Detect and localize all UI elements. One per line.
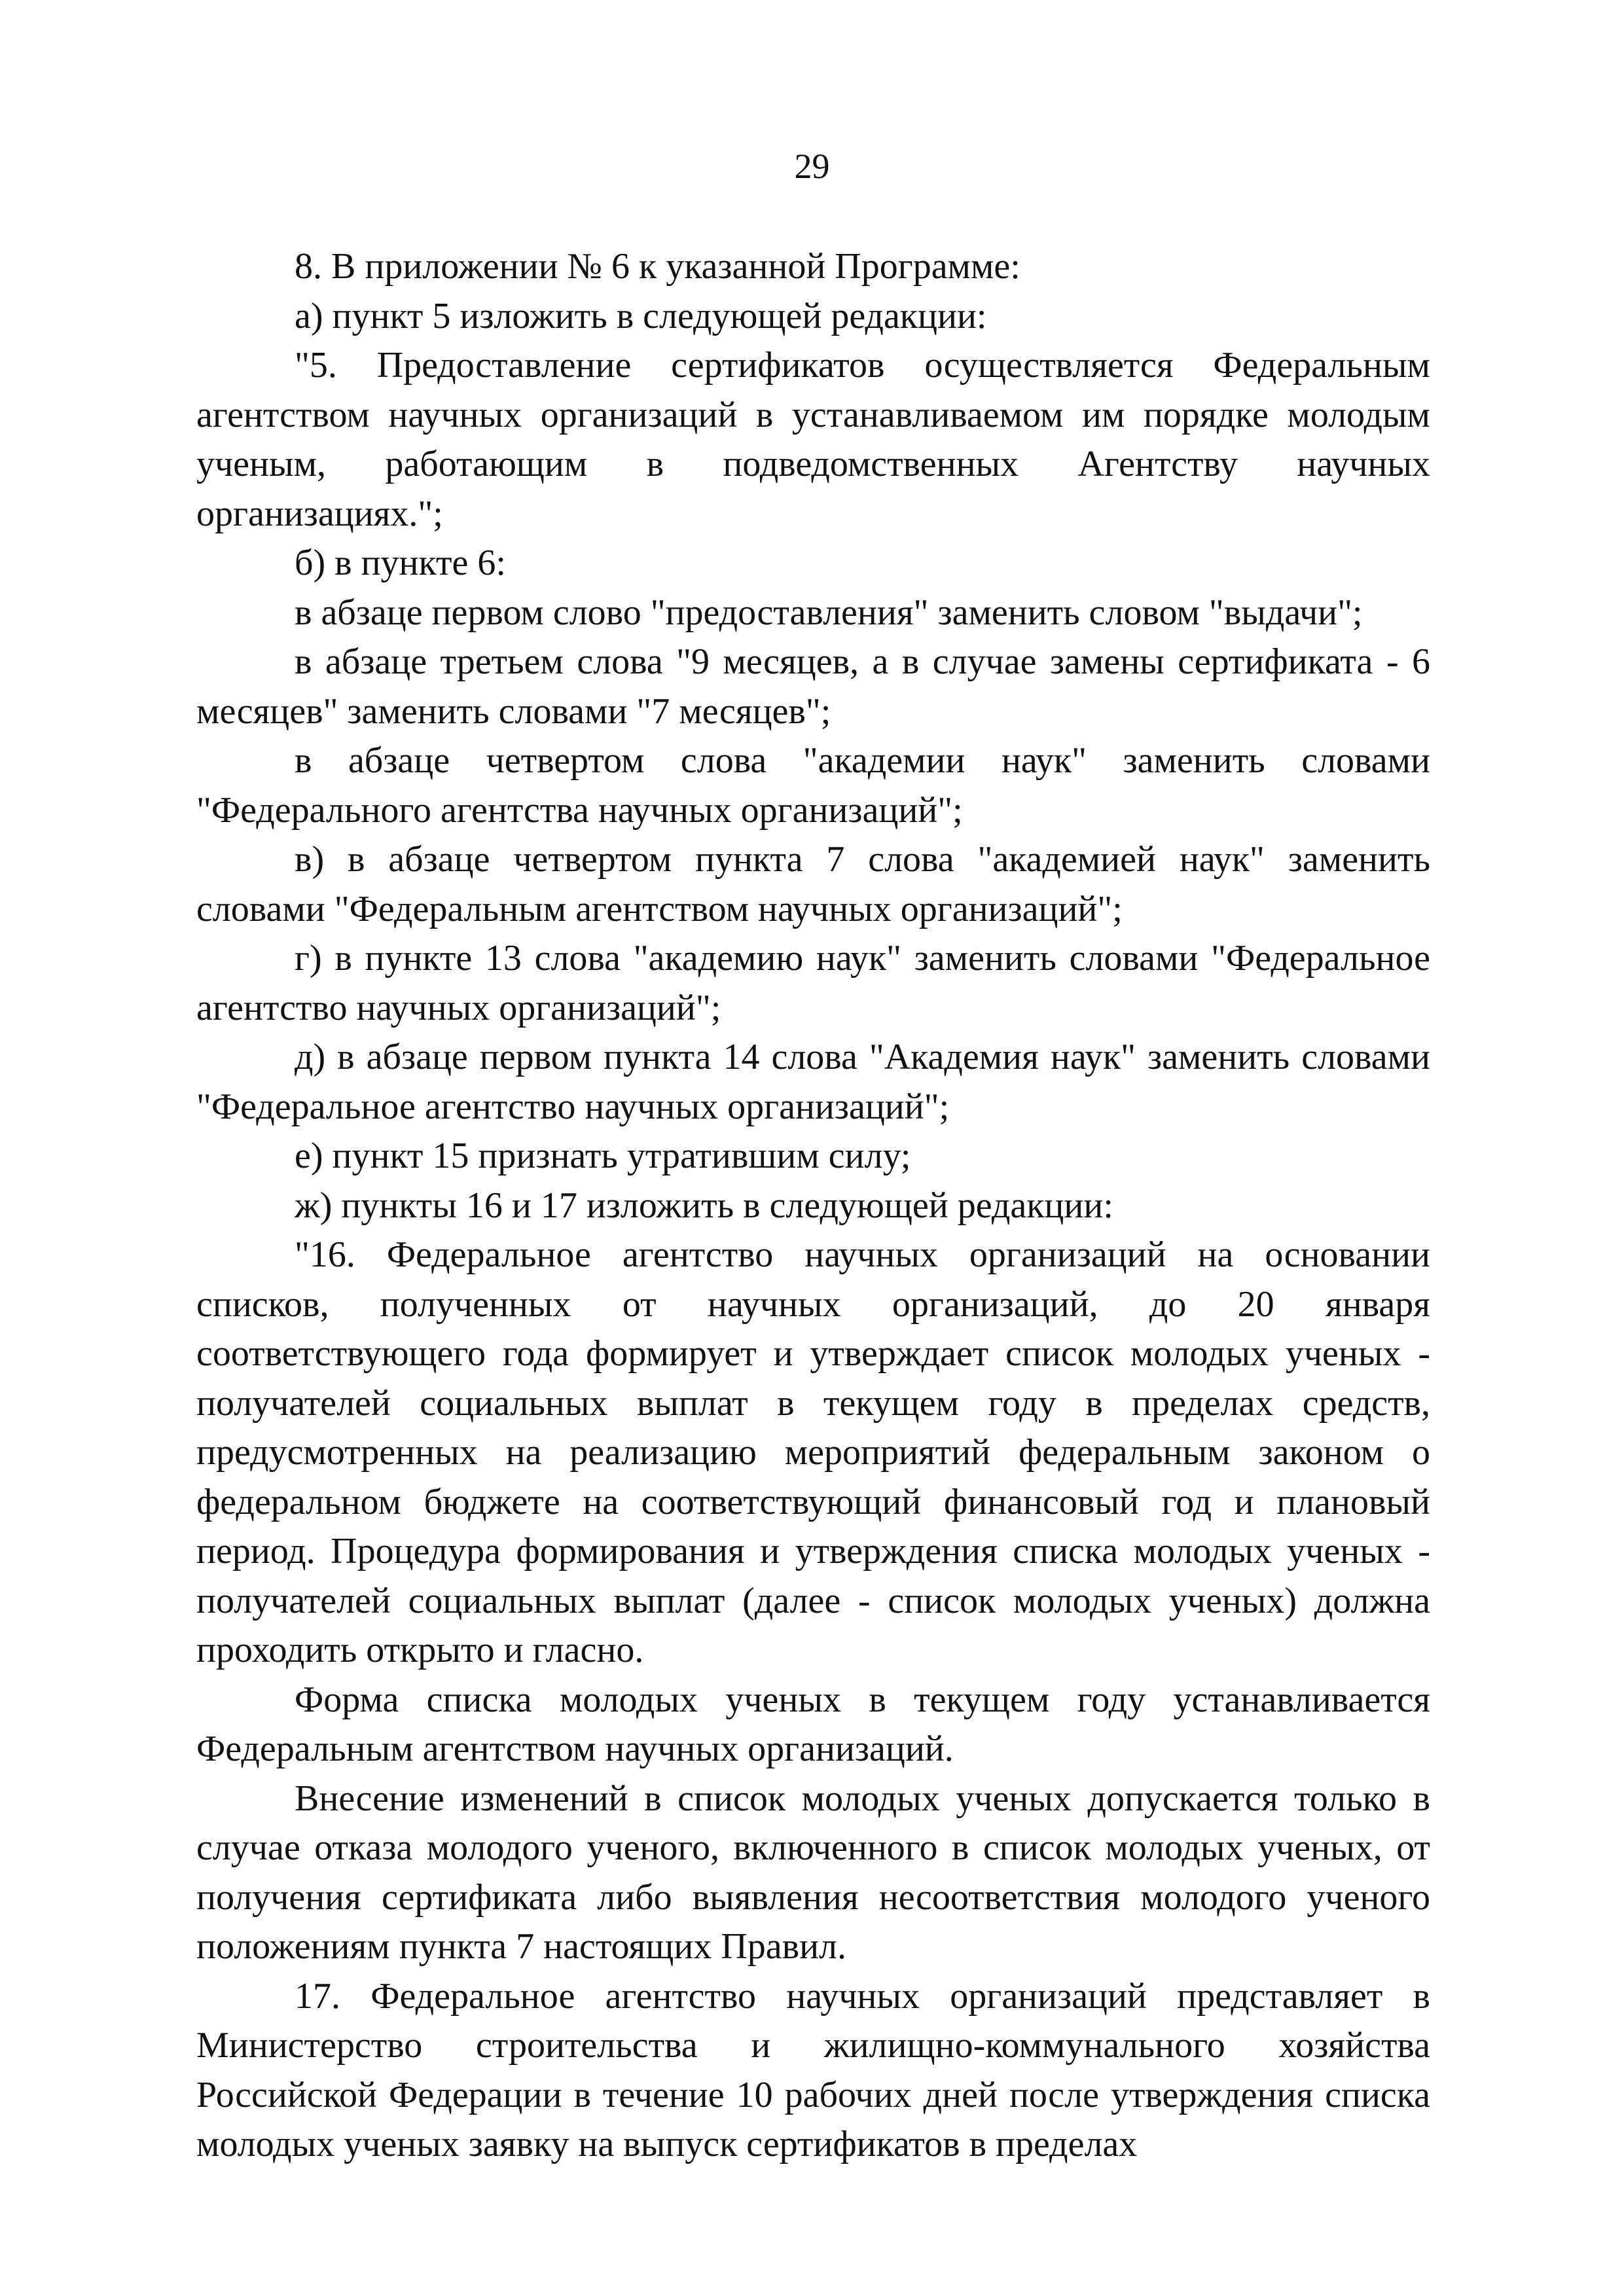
paragraph-list-form: Форма списка молодых ученых в текущем году устанавливается Федеральным агентством научных организаций. <box>196 1679 1430 1769</box>
paragraph-subitem-e: е) пункт 15 признать утратившим силу; <box>295 1136 911 1176</box>
paragraph-subitem-g: г) в пункте 13 слова "академию наук" заменить словами "Федеральное агентство научных организаций"; <box>196 938 1430 1028</box>
paragraph-subitem-d: д) в абзаце первом пункта 14 слова "Академия наук" заменить словами "Федеральное агентство научных организаций"; <box>196 1037 1430 1127</box>
paragraph-fourth-abzats: в абзаце четвертом слова "академии наук" заменить словами "Федерального агентства научных организаций"; <box>196 740 1430 831</box>
document-body <box>196 242 1430 2170</box>
paragraph-first-abzats: в абзаце первом слово "предоставления" заменить словом "выдачи"; <box>295 592 1363 633</box>
page-number: 29 <box>794 147 830 186</box>
paragraph-list-changes: Внесение изменений в список молодых ученых допускается только в случае отказа молодого ученого, включенного в список молодых ученых, от получения сертификата либо выявления несоответствия молодого ученого положениям пункта 7 настоящих Правил. <box>196 1778 1430 1967</box>
paragraph-subitem-zh: ж) пункты 16 и 17 изложить в следующей редакции: <box>295 1185 1113 1226</box>
paragraph-third-abzats: в абзаце третьем слова "9 месяцев, а в случае замены сертификата - 6 месяцев" заменить словами "7 месяцев"; <box>196 641 1430 732</box>
paragraph-item-8-heading: 8. В приложении № 6 к указанной Программе: <box>295 246 1020 287</box>
paragraph-subitem-v: в) в абзаце четвертом пункта 7 слова "академией наук" заменить словами "Федеральным агентством научных организаций"; <box>196 839 1430 929</box>
paragraph-point-16: "16. Федеральное агентство научных организаций на основании списков, полученных от научных организаций, до 20 января соответствующего года формирует и утверждает список молодых ученых - получателей социальных выплат в текущем году в пределах средств, предусмотренных на реализацию мероприятий федеральным законом о федеральном бюджете на соответствующий финансовый год и плановый период. Процедура формирования и утверждения списка молодых ученых - получателей социальных выплат (далее - список молодых ученых) должна проходить открыто и гласно. <box>196 1234 1430 1670</box>
paragraph-point-5-text: "5. Предоставление сертификатов осуществляется Федеральным агентством научных организаций в устанавливаемом им порядке молодым ученым, работающим в подведомственных Агентству научных организациях."; <box>196 345 1430 534</box>
paragraph-point-17: 17. Федеральное агентство научных организаций представляет в Министерство строительства и жилищно-коммунального хозяйства Российской Федерации в течение 10 рабочих дней после утверждения списка молодых ученых заявку на выпуск сертификатов в пределах <box>196 1975 1430 2164</box>
paragraph-subitem-b: б) в пункте 6: <box>295 543 506 583</box>
paragraph-subitem-a: а) пункт 5 изложить в следующей редакции: <box>295 295 987 336</box>
